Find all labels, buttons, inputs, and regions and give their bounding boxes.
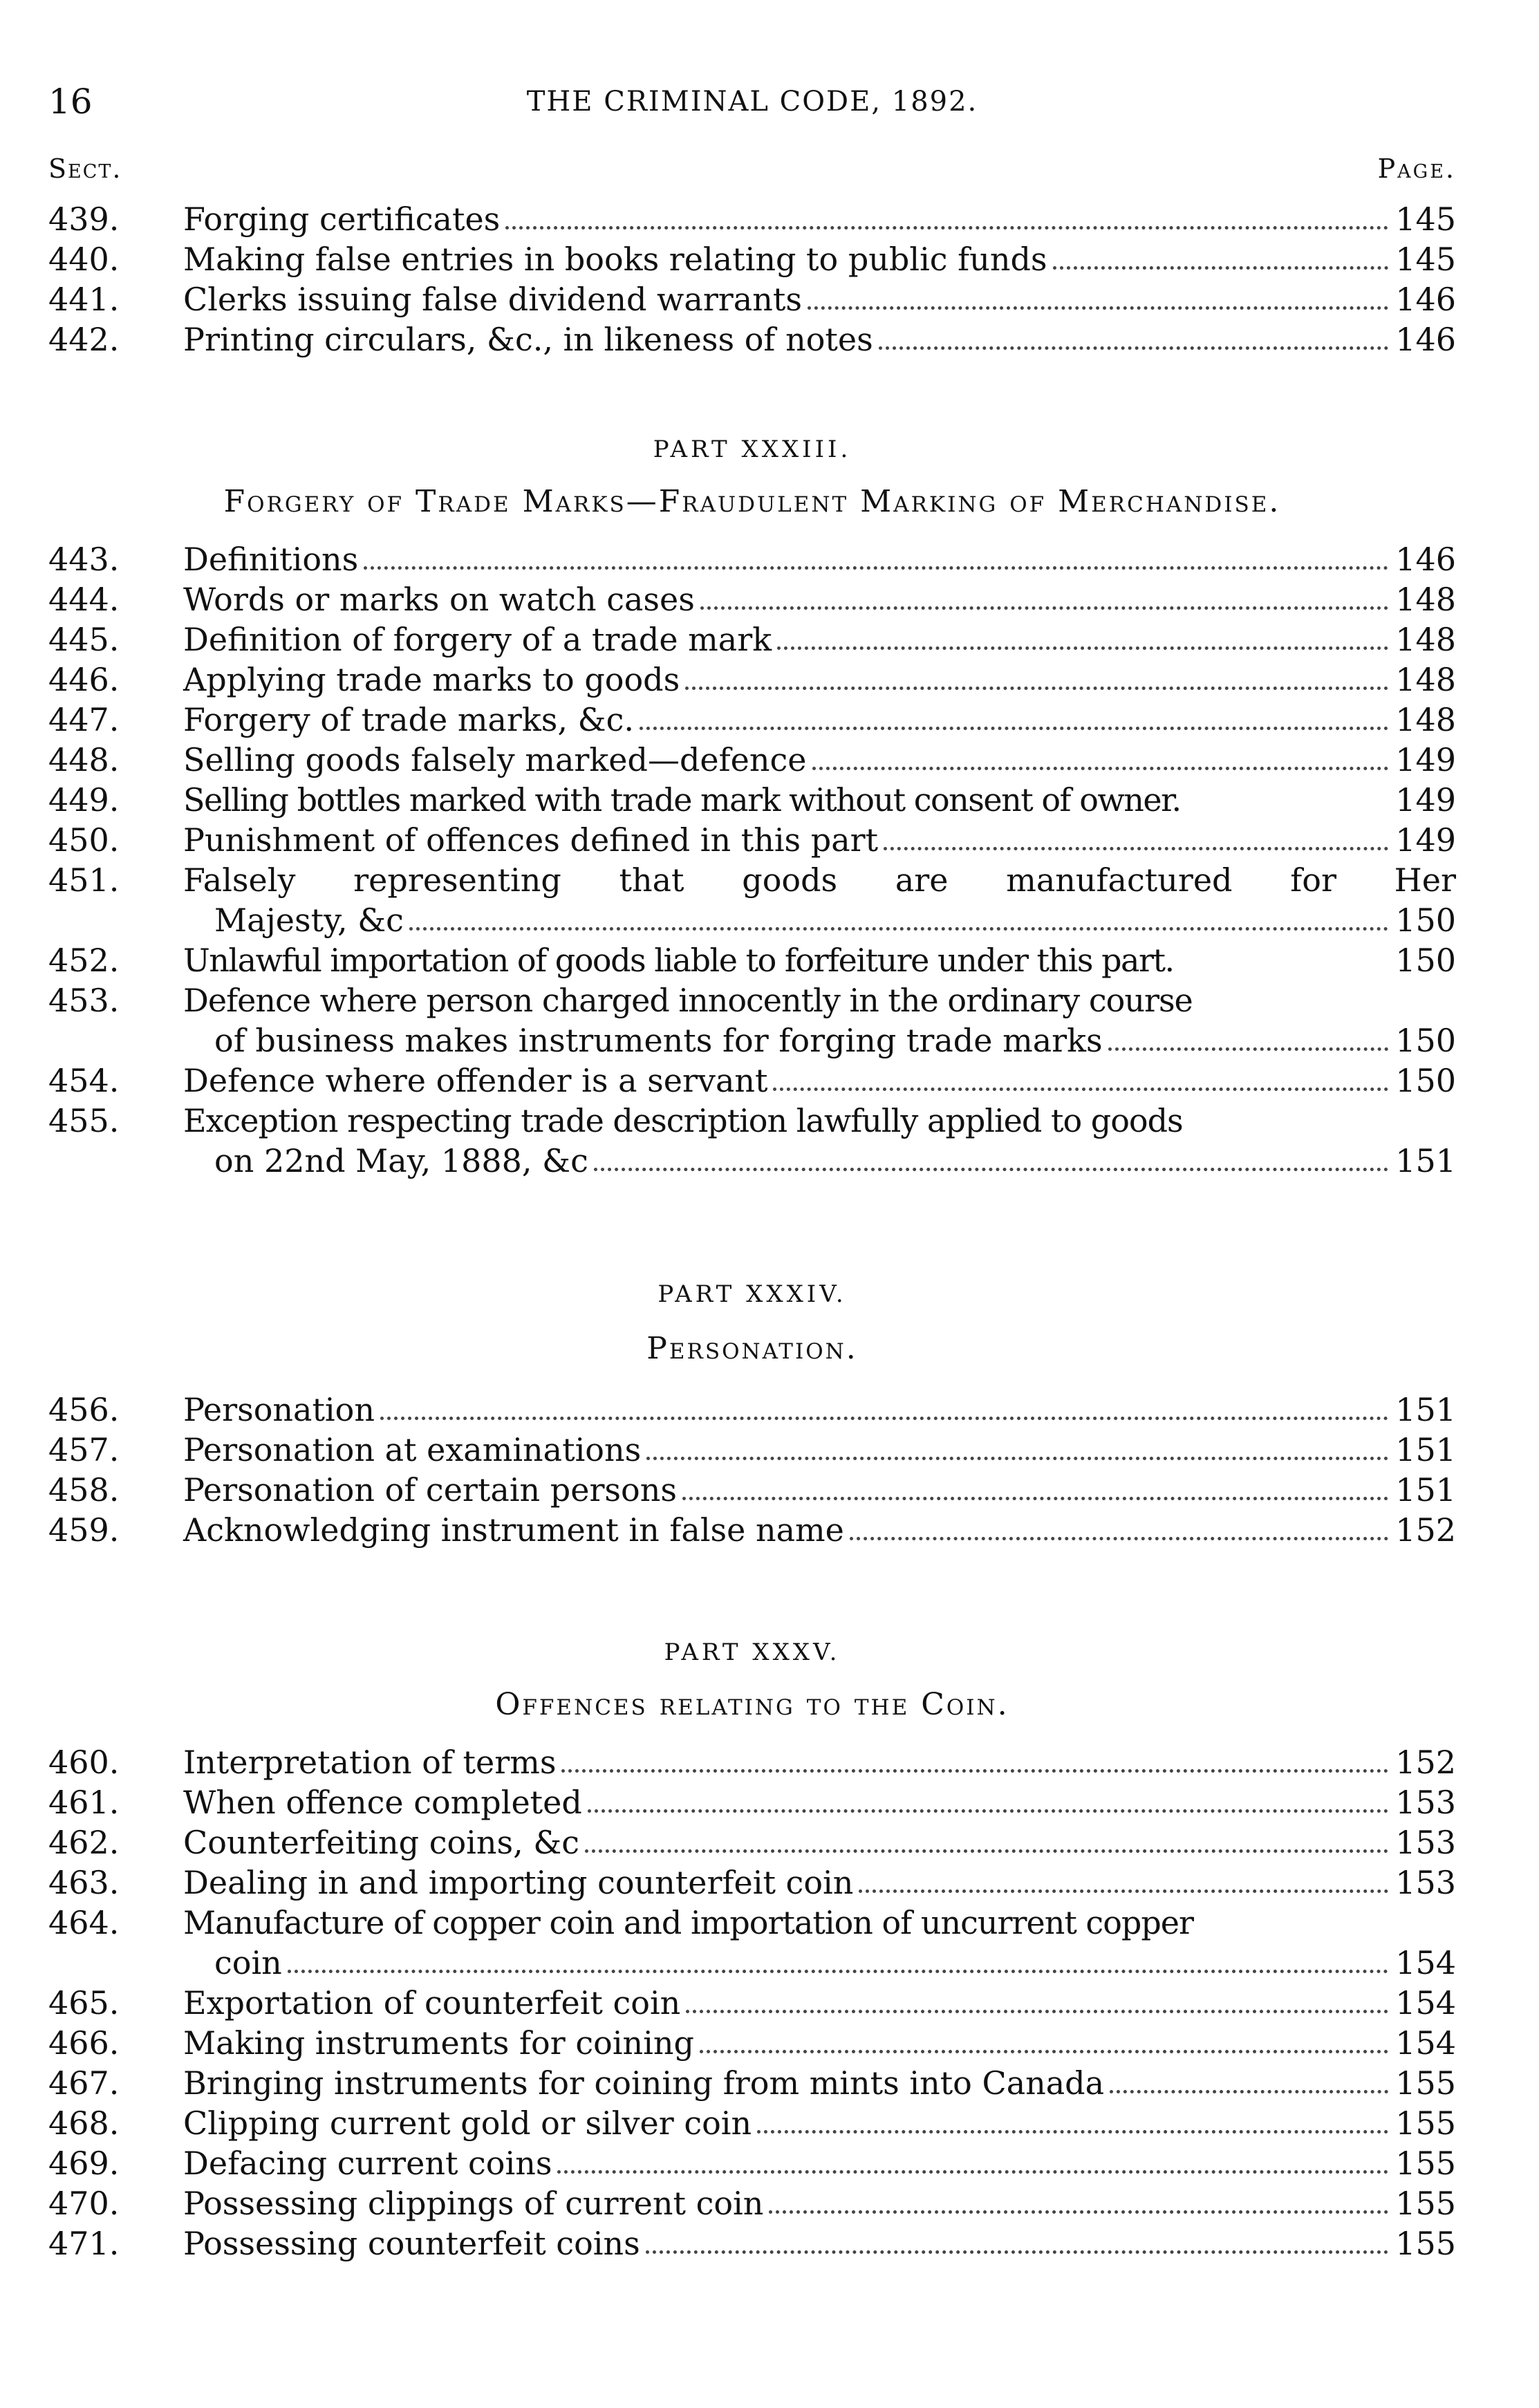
section-number: 468. bbox=[48, 2104, 120, 2142]
entry-title-line-2: coin bbox=[214, 1944, 282, 1981]
entry-title: Possessing clippings of current coin bbox=[183, 2185, 764, 2222]
section-number: 450. bbox=[48, 821, 120, 859]
page-reference: 154 bbox=[1395, 2024, 1456, 2062]
page-reference: 149 bbox=[1395, 781, 1456, 819]
toc-entry bbox=[48, 1510, 1456, 1550]
dot-leader bbox=[646, 2223, 1388, 2254]
section-number: 441. bbox=[48, 281, 120, 318]
toc-entry bbox=[48, 2223, 1456, 2264]
entry-title: Definitions bbox=[183, 541, 359, 578]
section-number: 440. bbox=[48, 241, 120, 278]
entry-title: Clipping current gold or silver coin bbox=[183, 2104, 752, 2142]
entry-title: Forging certificates bbox=[183, 200, 501, 238]
toc-entry bbox=[48, 1782, 1456, 1822]
section-number: 452. bbox=[48, 942, 120, 979]
section-number: 462. bbox=[48, 1824, 120, 1861]
toc-entry bbox=[48, 2143, 1456, 2183]
toc-entry bbox=[48, 660, 1456, 700]
page-reference: 152 bbox=[1395, 1744, 1456, 1781]
section-number: 442. bbox=[48, 321, 120, 358]
dot-leader bbox=[640, 700, 1388, 730]
dot-leader bbox=[884, 820, 1388, 850]
dot-leader bbox=[808, 279, 1388, 310]
page-reference: 148 bbox=[1395, 581, 1456, 618]
page-reference: 155 bbox=[1395, 2064, 1456, 2102]
entry-title-line-1: Falsely representing that goods are manufactured for Her bbox=[183, 861, 1456, 899]
entry-title: Making instruments for coining bbox=[183, 2024, 694, 2062]
section-number: 461. bbox=[48, 1784, 120, 1821]
section-number: 457. bbox=[48, 1431, 120, 1468]
part-label: PART XXXIV. bbox=[657, 1280, 847, 1308]
section-number: 448. bbox=[48, 741, 120, 778]
entry-title-line-2: on 22nd May, 1888, &c bbox=[214, 1142, 588, 1179]
entry-title: Printing circulars, &c., in likeness of notes bbox=[183, 321, 873, 358]
section-number: 471. bbox=[48, 2225, 120, 2262]
entry-title: Defence where offender is a servant bbox=[183, 1062, 768, 1099]
page-reference: 145 bbox=[1395, 200, 1456, 238]
entry-title: Personation bbox=[183, 1391, 375, 1428]
entry-title: Personation of certain persons bbox=[183, 1471, 677, 1509]
toc-entry bbox=[48, 1903, 1456, 1983]
toc-entry bbox=[48, 740, 1456, 780]
page-reference: 154 bbox=[1395, 1984, 1456, 2022]
entry-title: Unlawful importation of goods liable to forfeiture under this part. bbox=[183, 942, 1174, 979]
dot-leader bbox=[561, 1742, 1388, 1773]
section-number: 460. bbox=[48, 1744, 120, 1781]
entry-title: Applying trade marks to goods bbox=[183, 661, 680, 698]
section-number: 445. bbox=[48, 621, 120, 658]
section-number: 444. bbox=[48, 581, 120, 618]
part-label: PART XXXV. bbox=[664, 1639, 841, 1666]
toc-entry bbox=[48, 2063, 1456, 2103]
entry-title-line-2: Majesty, &c bbox=[214, 902, 404, 939]
entry-title: Interpretation of terms bbox=[183, 1744, 557, 1781]
dot-leader bbox=[588, 1782, 1388, 1813]
entry-title: Words or marks on watch cases bbox=[183, 581, 695, 618]
dot-leader bbox=[646, 1430, 1388, 1460]
running-head bbox=[48, 82, 1456, 126]
page-reference: 149 bbox=[1395, 741, 1456, 778]
dot-leader bbox=[1110, 2063, 1388, 2093]
entry-title: Counterfeiting coins, &c bbox=[183, 1824, 580, 1861]
dot-leader bbox=[879, 319, 1388, 350]
toc-entry bbox=[48, 1742, 1456, 1782]
dot-leader bbox=[1108, 1020, 1389, 1051]
page-reference: 148 bbox=[1395, 701, 1456, 738]
section-number: 454. bbox=[48, 1062, 120, 1099]
page-reference: 148 bbox=[1395, 661, 1456, 698]
dot-leader bbox=[682, 1470, 1388, 1500]
section-number: 469. bbox=[48, 2145, 120, 2182]
dot-leader bbox=[700, 579, 1388, 610]
page-reference: 151 bbox=[1395, 1391, 1456, 1428]
toc-entry bbox=[48, 319, 1456, 360]
page-reference: 153 bbox=[1395, 1864, 1456, 1901]
entry-title: Dealing in and importing counterfeit coin bbox=[183, 1864, 854, 1901]
entry-title: Punishment of offences defined in this part bbox=[183, 821, 879, 859]
page-number: 16 bbox=[48, 82, 93, 122]
page-reference: 152 bbox=[1395, 1511, 1456, 1549]
toc-entry bbox=[48, 1863, 1456, 1903]
dot-leader bbox=[505, 199, 1388, 230]
dot-leader bbox=[769, 2183, 1388, 2214]
entry-title-line-2: of business makes instruments for forging trade marks bbox=[214, 1022, 1103, 1059]
section-number: 465. bbox=[48, 1984, 120, 2022]
dot-leader bbox=[557, 2143, 1388, 2174]
page-reference: 149 bbox=[1395, 821, 1456, 859]
page-reference: 154 bbox=[1395, 1944, 1456, 1981]
toc-entry bbox=[48, 279, 1456, 319]
dot-leader bbox=[773, 1061, 1388, 1091]
toc-entry bbox=[48, 820, 1456, 860]
toc-entry bbox=[48, 1470, 1456, 1510]
dot-leader bbox=[364, 539, 1388, 570]
section-number: 451. bbox=[48, 861, 120, 899]
dot-leader bbox=[859, 1863, 1388, 1893]
entry-title: Exportation of counterfeit coin bbox=[183, 1984, 681, 2022]
entry-title: Bringing instruments for coining from mints into Canada bbox=[183, 2064, 1105, 2102]
column-labels bbox=[48, 153, 1456, 192]
page-reference: 150 bbox=[1395, 1022, 1456, 1059]
section-number: 459. bbox=[48, 1511, 120, 1549]
section-number: 449. bbox=[48, 781, 120, 819]
toc-entry bbox=[48, 1390, 1456, 1430]
page-reference: 146 bbox=[1395, 281, 1456, 318]
toc-entry bbox=[48, 1061, 1456, 1101]
toc-entry bbox=[48, 1430, 1456, 1470]
dot-leader bbox=[409, 900, 1388, 931]
dot-leader bbox=[686, 1983, 1388, 2013]
dot-leader bbox=[1053, 239, 1389, 270]
entry-title: Possessing counterfeit coins bbox=[183, 2225, 640, 2262]
page-reference: 155 bbox=[1395, 2185, 1456, 2222]
dot-leader bbox=[700, 2023, 1388, 2053]
section-number: 455. bbox=[48, 1102, 120, 1139]
sect-column-label: Sect. bbox=[48, 153, 122, 184]
page-reference: 153 bbox=[1395, 1824, 1456, 1861]
entry-title: Acknowledging instrument in false name bbox=[183, 1511, 844, 1549]
toc-entry bbox=[48, 1101, 1456, 1181]
section-number: 456. bbox=[48, 1391, 120, 1428]
toc-entry bbox=[48, 2023, 1456, 2063]
page-column-label: Page. bbox=[1377, 153, 1456, 184]
page-reference: 151 bbox=[1395, 1471, 1456, 1509]
toc-entry bbox=[48, 1983, 1456, 2023]
part-title: Forgery of Trade Marks—Fraudulent Marking of Merchandise. bbox=[223, 484, 1281, 519]
page-reference: 151 bbox=[1395, 1142, 1456, 1179]
part-title: Offences relating to the Coin. bbox=[495, 1687, 1009, 1722]
toc-entry bbox=[48, 2183, 1456, 2223]
section-number: 447. bbox=[48, 701, 120, 738]
section-number: 467. bbox=[48, 2064, 120, 2102]
page-reference: 150 bbox=[1395, 902, 1456, 939]
dot-leader bbox=[585, 1822, 1388, 1853]
section-number: 443. bbox=[48, 541, 120, 578]
page-reference: 148 bbox=[1395, 621, 1456, 658]
page-reference: 155 bbox=[1395, 2225, 1456, 2262]
page-reference: 146 bbox=[1395, 321, 1456, 358]
toc-entry bbox=[48, 199, 1456, 239]
dot-leader bbox=[594, 1141, 1388, 1171]
dot-leader bbox=[288, 1943, 1388, 1973]
page-reference: 155 bbox=[1395, 2145, 1456, 2182]
page-reference: 145 bbox=[1395, 241, 1456, 278]
page-reference: 153 bbox=[1395, 1784, 1456, 1821]
section-number: 470. bbox=[48, 2185, 120, 2222]
entry-title: Forgery of trade marks, &c. bbox=[183, 701, 634, 738]
dot-leader bbox=[777, 619, 1388, 650]
page-reference: 150 bbox=[1395, 1062, 1456, 1099]
section-number: 453. bbox=[48, 982, 120, 1019]
toc-entry bbox=[48, 2103, 1456, 2143]
entry-title: Defacing current coins bbox=[183, 2145, 552, 2182]
entry-title-line-1: Manufacture of copper coin and importation of uncurrent copper bbox=[183, 1904, 1193, 1941]
toc-entry bbox=[48, 619, 1456, 660]
dot-leader bbox=[757, 2103, 1388, 2134]
page-reference: 155 bbox=[1395, 2104, 1456, 2142]
section-number: 446. bbox=[48, 661, 120, 698]
toc-entry bbox=[48, 539, 1456, 579]
section-number: 439. bbox=[48, 200, 120, 238]
toc-entry bbox=[48, 980, 1456, 1061]
entry-title: Making false entries in books relating to public funds bbox=[183, 241, 1047, 278]
dot-leader bbox=[380, 1390, 1388, 1420]
section-number: 458. bbox=[48, 1471, 120, 1509]
entry-title: When offence completed bbox=[183, 1784, 582, 1821]
entry-title: Clerks issuing false dividend warrants bbox=[183, 281, 802, 318]
entry-title: Personation at examinations bbox=[183, 1431, 642, 1468]
dot-leader bbox=[850, 1510, 1388, 1540]
toc-entry bbox=[48, 860, 1456, 940]
entry-title: Selling goods falsely marked—defence bbox=[183, 741, 807, 778]
running-head-title: THE CRIMINAL CODE, 1892. bbox=[526, 86, 978, 118]
toc-entry bbox=[48, 1822, 1456, 1863]
part-title: Personation. bbox=[646, 1331, 858, 1366]
page-reference: 151 bbox=[1395, 1431, 1456, 1468]
dot-leader bbox=[812, 740, 1389, 770]
toc-entry bbox=[48, 940, 1456, 980]
toc-entry bbox=[48, 700, 1456, 740]
toc-entry bbox=[48, 579, 1456, 619]
entry-title-line-1: Exception respecting trade description lawfully applied to goods bbox=[183, 1102, 1183, 1139]
section-number: 464. bbox=[48, 1904, 120, 1941]
section-number: 466. bbox=[48, 2024, 120, 2062]
page-reference: 146 bbox=[1395, 541, 1456, 578]
dot-leader bbox=[685, 660, 1388, 690]
entry-title: Definition of forgery of a trade mark bbox=[183, 621, 772, 658]
section-number: 463. bbox=[48, 1864, 120, 1901]
toc-entry bbox=[48, 239, 1456, 279]
page-reference: 150 bbox=[1395, 942, 1456, 979]
entry-title-line-1: Defence where person charged innocently in the ordinary course bbox=[183, 982, 1193, 1019]
toc-entry bbox=[48, 780, 1456, 820]
entry-title: Selling bottles marked with trade mark without consent of owner. bbox=[183, 781, 1181, 819]
part-label: PART XXXIII. bbox=[653, 436, 852, 463]
